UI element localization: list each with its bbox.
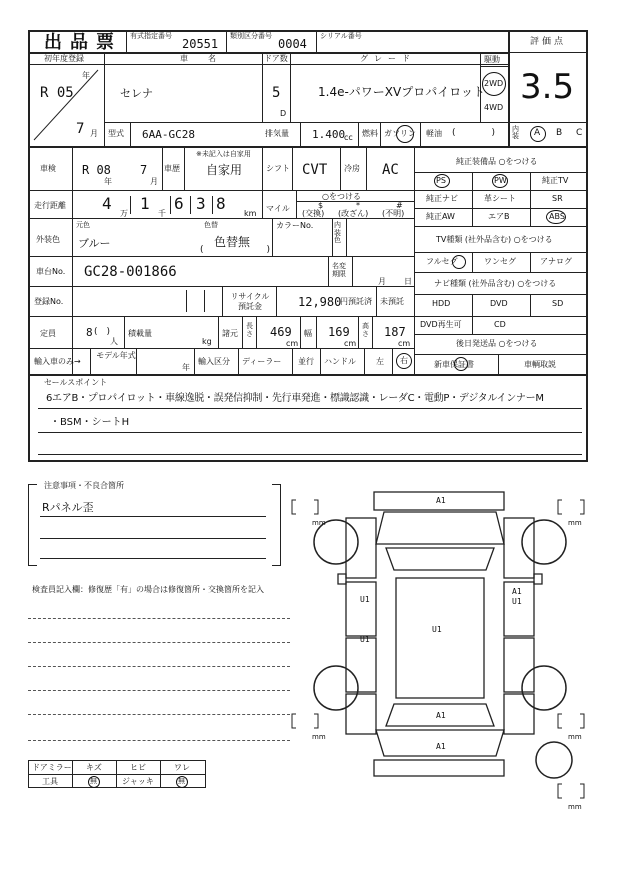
interior-c: C	[576, 128, 583, 138]
damage-mark-right-front-2: U1	[512, 597, 522, 606]
mileage-man: 万	[120, 209, 128, 218]
equip-abs: ABS	[549, 212, 565, 221]
mileage-digit-4: 3	[196, 194, 206, 213]
navi-dvd: DVD	[490, 299, 508, 308]
shift-value: CVT	[302, 162, 328, 178]
not-deposited: 未預託	[380, 297, 404, 306]
width-value: 169	[328, 325, 350, 339]
category-number: 0004	[278, 37, 307, 51]
damage-mark-rear-gate: A1	[436, 711, 446, 720]
width-unit: cm	[344, 339, 357, 348]
load-unit: kg	[202, 337, 212, 346]
equip-ps: PS	[436, 176, 446, 185]
car-diagram-drawing	[290, 478, 590, 808]
tools-row-4: 無	[178, 777, 185, 785]
height-unit: cm	[398, 339, 411, 348]
exchange-mark: $	[318, 201, 324, 210]
mileage-unit: km	[244, 209, 257, 218]
inspector-title: 検査員記入欄：修復歴「有」の場合は修復箇所・交換箇所を記入	[32, 585, 264, 594]
mm-rear-left: mm	[312, 733, 326, 741]
import-dealer: ディーラー	[242, 357, 282, 366]
doors-label: ドア数	[264, 54, 288, 63]
tamper-label: (改ざん)	[338, 209, 369, 218]
equip-airbag: エアB	[488, 212, 510, 221]
recycle-label: リサイクル預託金	[230, 292, 270, 311]
original-color: ブルー	[78, 237, 111, 250]
damage-mark-left-rear-door: U1	[360, 635, 370, 644]
navi-title: ナビ種類 (社外品含む) ○をつける	[434, 279, 557, 288]
model-year-unit: 年	[182, 363, 190, 372]
fuel-gasoline-circle	[396, 125, 414, 143]
drive-4wd: 4WD	[484, 103, 504, 112]
tv-fullseg-circle	[452, 255, 466, 269]
chassis-label: 車台No.	[36, 267, 66, 276]
fuel-gasoline: ガソリン	[384, 129, 416, 138]
equip-navi: 純正ナビ	[426, 194, 458, 203]
grade-label: グレード	[360, 54, 416, 63]
drive-2wd: 2WD	[484, 79, 504, 88]
handle-left: 左	[376, 357, 384, 366]
tv-analog: アナログ	[540, 257, 572, 266]
capacity-people-unit: 人	[110, 337, 118, 346]
mm-spare: mm	[568, 803, 582, 811]
handle-right: 右	[400, 356, 408, 365]
sales-points-line1: 6エアB・プロパイロット・車線逸脱・誤発信抑制・先行車発進・標識認識・レーダC・電動P・デジタルインナーM	[46, 393, 544, 404]
tools-header-2: キズ	[86, 763, 102, 772]
capacity-label: 定員	[40, 329, 56, 338]
dims-label: 諸元	[222, 329, 238, 338]
later-manual: 車輌取説	[524, 360, 556, 369]
width-label: 幅	[304, 329, 312, 338]
inspection-label: 車検	[40, 164, 56, 173]
doors-suffix: D	[280, 109, 287, 118]
length-label: 長さ	[246, 322, 253, 339]
inspection-month-unit: 月	[150, 177, 158, 186]
equipment-title: 純正装備品 ○をつける	[456, 157, 538, 166]
repaint-bracket: ( )	[200, 245, 271, 255]
fuel-label: 燃料	[362, 129, 378, 138]
car-name-label: 車名	[180, 54, 236, 63]
exchange-label: (交換)	[302, 209, 325, 218]
registration-label: 登録No.	[34, 297, 64, 306]
serial-label: シリアル番号	[320, 32, 362, 40]
tools-row-1: 工具	[42, 777, 58, 786]
handle-label: ハンドル	[324, 357, 356, 366]
interior-a: A	[534, 128, 541, 138]
displacement-value: 1.400	[312, 128, 346, 141]
tv-fullseg: フルセグ	[426, 257, 458, 266]
later-title: 後日発送品 ○をつける	[456, 339, 538, 348]
import-type-label: 輸入区分	[198, 357, 230, 366]
mm-front-left: mm	[312, 519, 326, 527]
equip-aw: 純正AW	[426, 212, 455, 221]
doors-value: 5	[272, 85, 281, 101]
ac-label: 冷房	[344, 164, 360, 173]
first-reg-month: 7	[76, 121, 85, 137]
unknown-mark: #	[396, 201, 403, 210]
import-label: 輸入車のみ→	[34, 357, 81, 366]
tamper-mark: *	[356, 201, 360, 210]
category-label: 類別区分番号	[230, 32, 272, 40]
chassis-number: GC28-001866	[84, 264, 177, 280]
repaint-value: 色替無	[214, 235, 251, 249]
repaint-label: 色替	[204, 221, 218, 229]
model-year-label: モデル年式	[96, 351, 136, 360]
import-parallel: 並行	[298, 357, 314, 366]
capacity-bracket: ( )	[94, 327, 111, 337]
first-reg-label: 初年度登録	[44, 54, 84, 63]
height-label: 高さ	[362, 322, 369, 339]
load-label: 積載量	[128, 329, 152, 338]
inspection-year: R 08	[82, 163, 111, 177]
displacement-unit: cc	[344, 133, 353, 142]
inspection-year-unit: 年	[104, 177, 112, 186]
sheet-title: 出品票	[44, 32, 122, 53]
length-value: 469	[270, 325, 292, 339]
name-change-label: 名変期限	[332, 262, 346, 279]
unknown-label: (不明)	[382, 209, 405, 218]
damage-mark-left-front-door: U1	[360, 595, 370, 604]
notes-line1: Rパネル歪	[42, 501, 94, 514]
model-label: 型式	[108, 129, 124, 138]
tools-header-1: ドアミラー	[32, 763, 72, 772]
interior-b: B	[556, 128, 563, 138]
history-value: 自家用	[206, 163, 243, 177]
tv-title: TV種類 (社外品含む) ○をつける	[436, 235, 553, 244]
first-reg-year: R 05	[40, 85, 74, 101]
lot-label: 有式指定番号	[130, 32, 172, 40]
mileage-label: 走行距離	[34, 201, 66, 210]
drive-label: 駆動	[484, 55, 500, 64]
tv-oneseg: ワンセグ	[484, 257, 516, 266]
model-value: 6AA-GC28	[142, 128, 195, 141]
car-name: セレナ	[120, 87, 153, 100]
inspection-month: 7	[140, 163, 148, 177]
mileage-sen: 千	[158, 209, 166, 218]
score-value: 3.5	[520, 67, 575, 107]
first-reg-year-unit: 年	[82, 71, 90, 80]
first-reg-month-unit: 月	[90, 129, 98, 138]
ac-value: AC	[382, 162, 399, 178]
equip-sr: SR	[552, 194, 563, 203]
displacement-label: 排気量	[265, 129, 289, 138]
equip-leather: 革シート	[484, 194, 516, 203]
interior-label: 内装	[512, 125, 519, 140]
mm-front-right: mm	[568, 519, 582, 527]
recycle-unit: 円預託済	[340, 297, 372, 306]
fuel-diesel: 軽油	[426, 129, 442, 138]
damage-mark-rear-bumper: A1	[436, 742, 446, 751]
score-label: 評価点	[530, 37, 567, 47]
original-color-label: 元色	[76, 221, 90, 229]
mileage-digit-3: 6	[174, 194, 184, 213]
damage-mark-roof: U1	[432, 625, 442, 634]
mm-rear-right: mm	[568, 733, 582, 741]
height-value: 187	[384, 325, 406, 339]
navi-dvd-play: DVD再生可	[420, 320, 462, 329]
capacity-people: 8	[86, 326, 93, 339]
damage-mark-front-bumper: A1	[436, 496, 446, 505]
tools-row-2: 無	[90, 777, 97, 785]
equip-pw: PW	[494, 176, 507, 185]
name-change-month: 月	[378, 277, 386, 286]
shift-label: シフト	[266, 164, 290, 173]
navi-sd: SD	[552, 299, 564, 308]
sales-points-label: セールスポイント	[44, 378, 108, 387]
mileage-digit-2: 1	[140, 194, 150, 213]
navi-cd: CD	[494, 320, 506, 329]
lot-number: 20551	[182, 37, 219, 51]
tools-header-3: ヒビ	[130, 763, 146, 772]
mile-label: マイル	[266, 204, 290, 213]
name-change-day: 日	[404, 277, 412, 286]
color-label: 外装色	[36, 235, 60, 244]
sales-points-line2: ・BSM・シートH	[50, 417, 130, 428]
notes-title: 注意事項・不良合箇所	[44, 481, 124, 490]
mileage-digit-5: 8	[216, 194, 226, 213]
equip-tv: 純正TV	[542, 176, 569, 185]
mileage-digit-1: 4	[102, 194, 112, 213]
damage-mark-right-front-1: A1	[512, 587, 522, 596]
tools-row-3: ジャッキ	[122, 777, 154, 786]
color-number-label: カラーNo.	[276, 221, 314, 230]
navi-hdd: HDD	[432, 299, 451, 308]
later-warranty: 新車保証書	[434, 360, 474, 369]
length-unit: cm	[286, 339, 299, 348]
interior-color-label: 内装色	[334, 221, 341, 245]
tools-header-4: ワレ	[174, 763, 190, 772]
history-label: 車歴	[164, 164, 180, 173]
fuel-other-bracket: ( )	[452, 128, 496, 138]
later-warranty-circle	[454, 357, 468, 371]
recycle-amount: 12,980	[298, 295, 342, 309]
history-note: ※未記入は自家用	[196, 150, 251, 158]
mileage-circle-note: ○をつける	[322, 192, 361, 201]
grade-value: 1.4e-パワーXVプロパイロット	[318, 85, 485, 99]
